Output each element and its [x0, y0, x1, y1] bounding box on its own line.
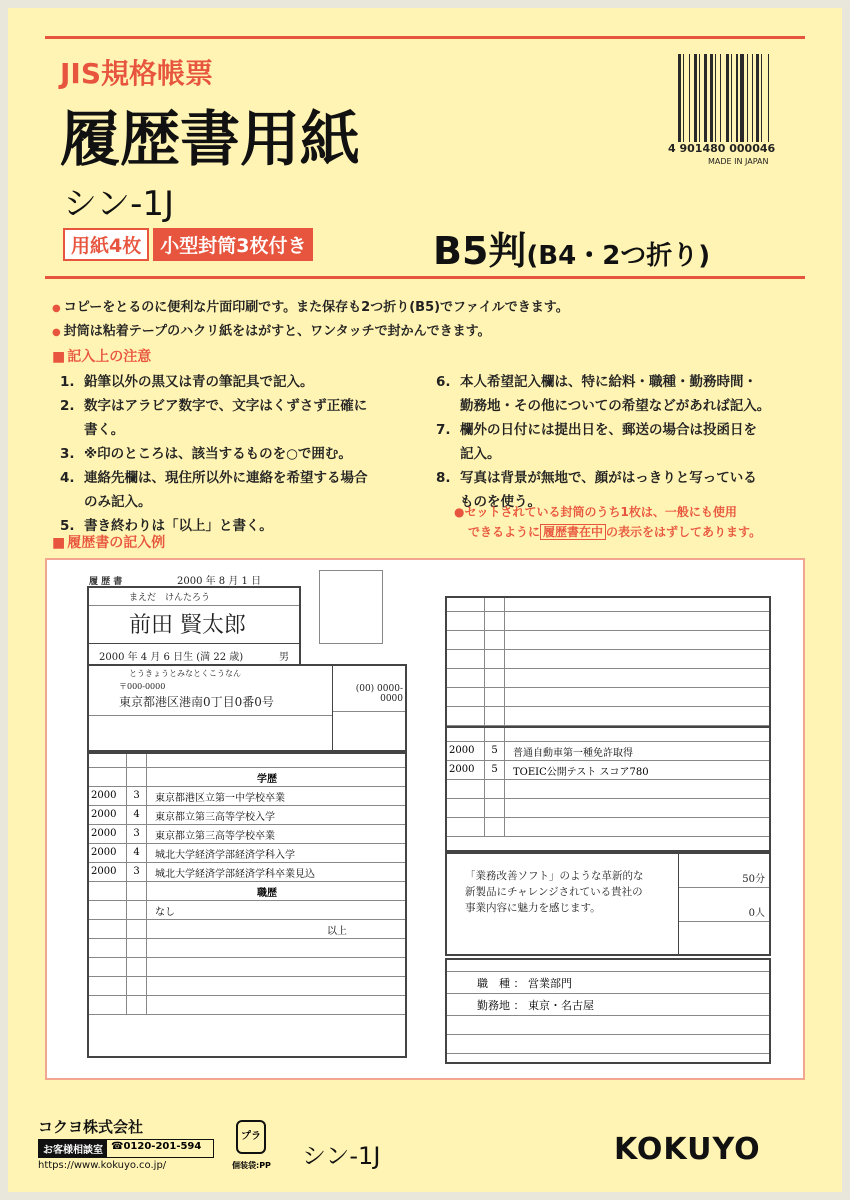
company-url[interactable]: https://www.kokuyo.co.jp/ — [38, 1160, 167, 1171]
barcode-bar — [761, 54, 762, 142]
table-row: 2000 3 城北大学経済学部経済学科卒業見込 — [89, 863, 405, 882]
barcode-bars — [678, 54, 796, 142]
barcode-bar — [720, 54, 721, 142]
barcode-bar — [736, 54, 739, 142]
address-block — [87, 664, 407, 752]
form-title: 履 歴 書 — [89, 577, 123, 587]
kokuyo-logo: KOKUYO — [614, 1132, 761, 1167]
barcode-bar — [694, 54, 697, 142]
photo-box — [319, 570, 383, 644]
envelope-note: ●セットされている封筒のうち1枚は、一般にも使用 できるように 履歴書在中 の表示をはずしてあります。 — [454, 505, 762, 539]
phone: (00) 0000-0000 — [333, 666, 405, 712]
footer-model: シン-1J — [302, 1142, 381, 1170]
commute-time: 50分 — [679, 854, 769, 888]
birth-date: 2000 年 4 月 6 日生 (満 22 歳) — [99, 652, 244, 663]
barcode-bar — [740, 54, 744, 142]
barcode-bar — [752, 54, 753, 142]
table-row: 2000 4 東京都立第三高等学校入学 — [89, 806, 405, 825]
product-package — [8, 8, 842, 1192]
company-info — [38, 1116, 214, 1171]
work-entry: なし — [155, 906, 175, 918]
barcode-bar — [678, 54, 681, 142]
form-date: 2000 年 8 月 1 日 — [177, 576, 262, 587]
dependents: 0人 — [679, 888, 769, 922]
notes-heading: ■ 記入上の注意 — [52, 346, 151, 366]
barcode — [668, 54, 806, 172]
barcode-bar — [768, 54, 769, 142]
table-row: 2000 5 普通自動車第一種免許取得 — [447, 742, 769, 761]
barcode-bar — [747, 54, 748, 142]
sex: 男 — [279, 652, 289, 663]
feature-1: ● コピーをとるのに便利な片面印刷です。また保存も2つ折り(B5)でファイルできます。 — [52, 296, 569, 315]
size-label: B5判 — [433, 229, 527, 273]
company-name: コクヨ株式会社 — [38, 1118, 144, 1136]
model-number: シン-1J — [63, 184, 175, 224]
barcode-bar — [726, 54, 729, 142]
license-table — [445, 726, 771, 852]
education-header: 学歴 — [257, 773, 277, 785]
sheets-badge: 用紙4枚 — [63, 228, 149, 261]
motivation-block — [445, 852, 771, 956]
barcode-bar — [683, 54, 684, 142]
note-item: 5. 書き終わりは「以上」と書く。 — [60, 518, 273, 534]
barcode-bar — [704, 54, 708, 142]
product-title: 履歴書用紙 — [60, 105, 360, 175]
example-heading: ■ 履歴書の記入例 — [52, 532, 165, 552]
barcode-bar — [689, 54, 690, 142]
end-mark: 以上 — [327, 925, 347, 937]
address: 東京都港区港南0丁目0番0号 — [89, 692, 332, 716]
note-item: 7. 欄外の日付には提出日を、郵送の場合は投函日を 記入。 — [436, 422, 757, 462]
support-phone: ☎0120-201-594 — [111, 1141, 202, 1152]
work-header: 職歴 — [257, 887, 277, 899]
made-in-japan: MADE IN JAPAN — [708, 157, 769, 166]
barcode-bar — [756, 54, 759, 142]
barcode-bar — [731, 54, 732, 142]
barcode-bar — [699, 54, 700, 142]
table-row: 2000 4 城北大学経済学部経済学科入学 — [89, 844, 405, 863]
motivation-line: 「業務改善ソフト」のような革新的な — [465, 870, 644, 882]
note-item: 1. 鉛筆以外の黒又は青の筆記具で記入。 — [60, 374, 314, 390]
example-panel — [45, 558, 805, 1080]
envelopes-badge: 小型封筒3枚付き — [153, 228, 313, 261]
resume-enclosed-tag: 履歴書在中 — [540, 524, 606, 540]
history-continued-table — [445, 596, 771, 728]
feature-2: ● 封筒は粘着テープのハクリ紙をはがすと、ワンタッチで封かんできます。 — [52, 320, 491, 339]
furigana: まえだ けんたろう — [89, 588, 299, 606]
table-row: 2000 3 東京都立第三高等学校卒業 — [89, 825, 405, 844]
postal-code: 〒000-0000 — [119, 682, 166, 691]
top-divider — [45, 36, 805, 39]
note-item: 8. 写真は背景が無地で、顔がはっきりと写っている ものを使う。 — [436, 470, 757, 510]
header-divider — [45, 276, 805, 279]
size-note: (B4・2つ折り) — [526, 241, 711, 271]
note-item: 6. 本人希望記入欄は、特に給料・職種・勤務時間・ 勤務地・その他についての希望などがあれば記入。 — [436, 374, 771, 414]
recycle-icon: プラ — [236, 1120, 266, 1154]
address-kana: とうきょうとみなとくこうなん — [129, 669, 241, 678]
name-block — [87, 586, 301, 666]
wish-line: 職 種 ： 営業部門 — [447, 972, 769, 994]
barcode-number: 4 901480 000046 — [668, 142, 776, 155]
wishes-block — [445, 958, 771, 1064]
note-item: 2. 数字はアラビア数字で、文字はくずさず正確に 書く。 — [60, 398, 368, 438]
applicant-name: 前田 賢太郎 — [89, 606, 299, 644]
wish-line: 勤務地 ： 東京・名古屋 — [447, 994, 769, 1016]
packaging-material: 個装袋:PP — [232, 1161, 271, 1170]
table-row: 2000 5 TOEIC公開テスト スコア780 — [447, 761, 769, 780]
motivation-line: 事業内容に魅力を感じます。 — [465, 902, 601, 914]
barcode-bar — [710, 54, 713, 142]
series-label: JIS規格帳票 — [60, 57, 214, 90]
history-table — [87, 752, 407, 1058]
motivation-line: 新製品にチャレンジされている貴社の — [465, 886, 643, 898]
barcode-bar — [715, 54, 716, 142]
note-item: 4. 連絡先欄は、現住所以外に連絡を希望する場合 のみ記入。 — [60, 470, 368, 510]
support-label: お客様相談室 — [39, 1140, 107, 1157]
table-row: 2000 3 東京都港区立第一中学校卒業 — [89, 787, 405, 806]
note-item: 3. ※印のところは、該当するものを○で囲む。 — [60, 446, 352, 462]
